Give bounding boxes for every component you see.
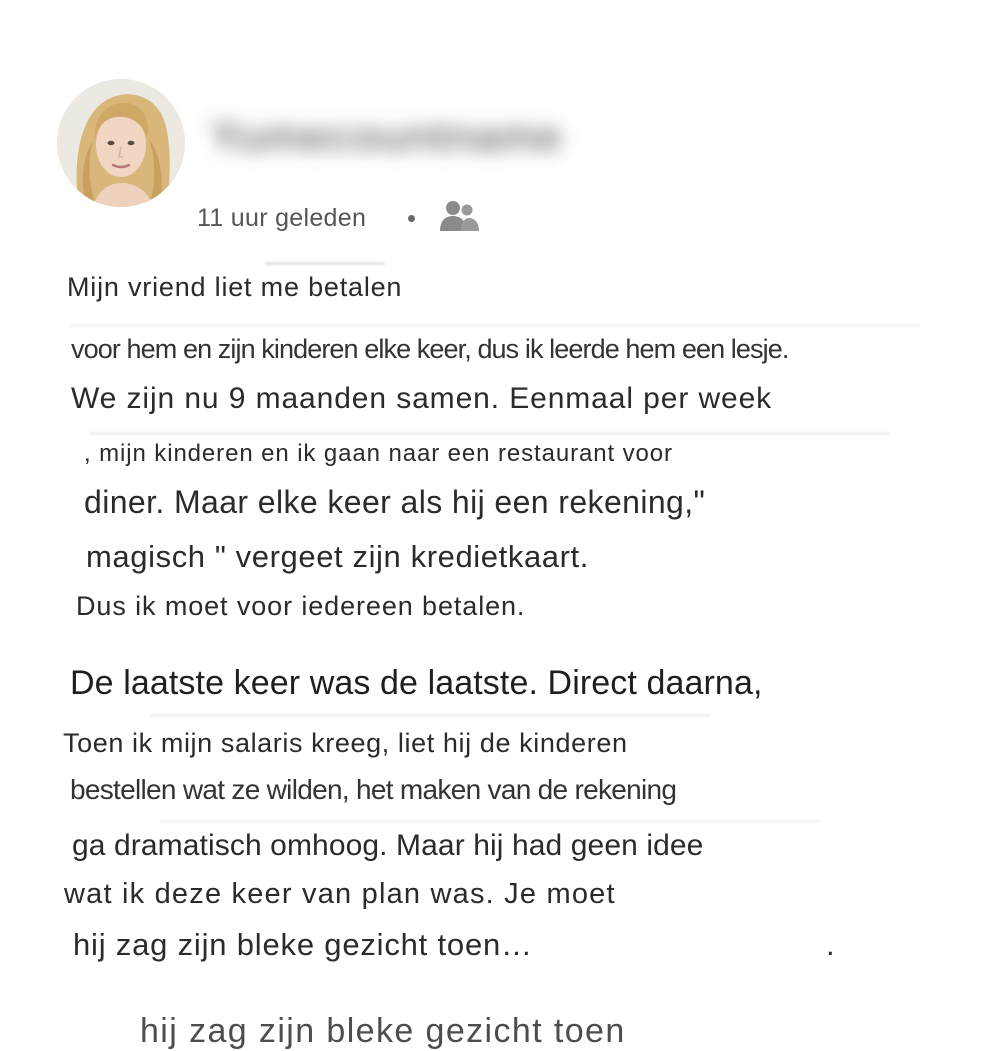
post-text-line: voor hem en zijn kinderen elke keer, dus ik leerde hem een lesje. [71, 334, 789, 364]
post-text-line: Mijn vriend liet me betalen [67, 272, 403, 302]
post-text-line: De laatste keer was de laatste. Direct daarna, [70, 664, 763, 702]
post-text-line: magisch " vergeet zijn kredietkaart. [86, 539, 589, 574]
post-text-line: diner. Maar elke keer als hij een rekening," [84, 484, 706, 520]
post-text-line: bestellen wat ze wilden, het maken van de rekening [70, 774, 677, 805]
post-timestamp[interactable]: 11 uur geleden [197, 203, 367, 232]
post-text-line: hij zag zijn bleke gezicht toen… [73, 927, 533, 962]
stray-period: . [826, 927, 835, 962]
account-name[interactable]: Yumecountname [210, 112, 563, 161]
post-text-line: We zijn nu 9 maanden samen. Eenmaal per week [71, 382, 773, 415]
scan-artifact [70, 324, 920, 327]
post-text-line: Dus ik moet voor iedereen betalen. [76, 591, 526, 621]
scan-artifact [150, 714, 710, 717]
post-text-line-cut-off: hij zag zijn bleke gezicht toen [140, 1012, 626, 1050]
scan-artifact [160, 820, 820, 823]
scan-artifact [90, 432, 890, 435]
scan-artifact [265, 262, 385, 265]
post-text-line: wat ik deze keer van plan was. Je moet [64, 878, 616, 910]
post-text-line: , mijn kinderen en ik gaan naar een restaurant voor [84, 440, 673, 467]
post-text-line: Toen ik mijn salaris kreeg, liet hij de kinderen [63, 728, 628, 758]
post-text-line: ga dramatisch omhoog. Maar hij had geen idee [72, 829, 704, 862]
